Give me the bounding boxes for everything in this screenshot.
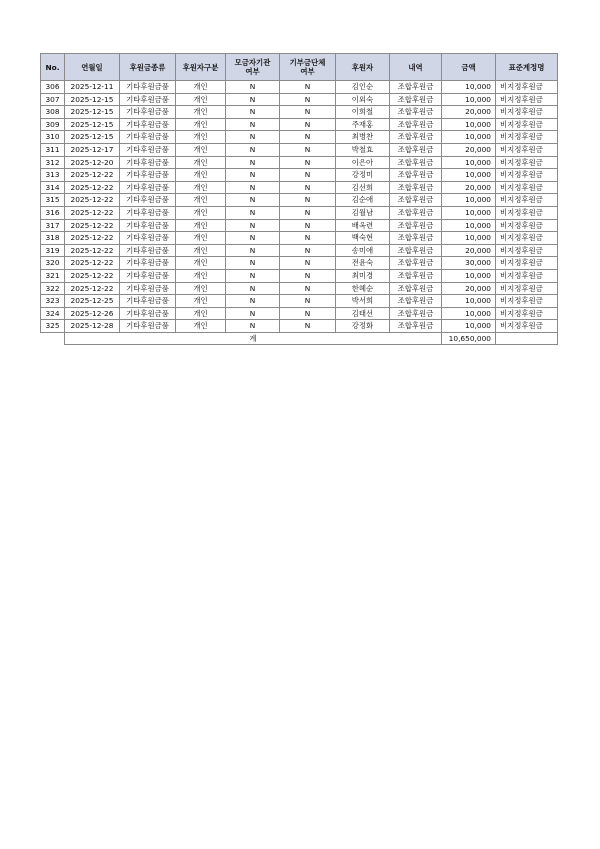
cell-fundraiser-flag: N [226, 194, 280, 207]
cell-date: 2025-12-15 [65, 131, 120, 144]
cell-detail: 조합후원금 [390, 131, 442, 144]
cell-org-flag: N [280, 295, 336, 308]
cell-detail: 조합후원금 [390, 93, 442, 106]
cell-date: 2025-12-26 [65, 307, 120, 320]
cell-amount: 10,000 [442, 232, 496, 245]
cell-detail: 조합후원금 [390, 320, 442, 333]
table-row [41, 282, 558, 295]
cell-donor-class: 개인 [176, 194, 226, 207]
cell-amount: 10,000 [442, 156, 496, 169]
cell-donor: 김순애 [336, 194, 390, 207]
cell-donor-class: 개인 [176, 282, 226, 295]
table-row [41, 269, 558, 282]
cell-account: 비지정후원금 [496, 131, 558, 144]
header-col-account: 표준계정명 [496, 54, 558, 81]
cell-date: 2025-12-22 [65, 232, 120, 245]
cell-amount: 20,000 [442, 282, 496, 295]
cell-no: 310 [41, 131, 65, 144]
cell-donor: 김태선 [336, 307, 390, 320]
cell-type: 기타후원금품 [120, 244, 176, 257]
cell-fundraiser-flag: N [226, 181, 280, 194]
cell-detail: 조합후원금 [390, 156, 442, 169]
table-row [41, 143, 558, 156]
cell-amount: 10,000 [442, 169, 496, 182]
cell-date: 2025-12-15 [65, 93, 120, 106]
cell-amount: 10,000 [442, 269, 496, 282]
cell-date: 2025-12-22 [65, 244, 120, 257]
cell-account: 비지정후원금 [496, 257, 558, 270]
cell-donor: 송미애 [336, 244, 390, 257]
cell-account: 비지정후원금 [496, 244, 558, 257]
donation-ledger [40, 53, 557, 345]
cell-donor-class: 개인 [176, 295, 226, 308]
cell-date: 2025-12-17 [65, 143, 120, 156]
cell-date: 2025-12-22 [65, 257, 120, 270]
cell-org-flag: N [280, 320, 336, 333]
cell-donor-class: 개인 [176, 257, 226, 270]
cell-fundraiser-flag: N [226, 118, 280, 131]
cell-type: 기타후원금품 [120, 257, 176, 270]
table-row [41, 181, 558, 194]
table-row [41, 118, 558, 131]
cell-no: 324 [41, 307, 65, 320]
cell-no: 312 [41, 156, 65, 169]
table-row [41, 219, 558, 232]
cell-fundraiser-flag: N [226, 169, 280, 182]
cell-org-flag: N [280, 232, 336, 245]
cell-no: 320 [41, 257, 65, 270]
cell-fundraiser-flag: N [226, 81, 280, 94]
cell-donor-class: 개인 [176, 181, 226, 194]
cell-fundraiser-flag: N [226, 219, 280, 232]
cell-donor-class: 개인 [176, 143, 226, 156]
header-col-type: 후원금종류 [120, 54, 176, 81]
cell-org-flag: N [280, 131, 336, 144]
cell-account: 비지정후원금 [496, 219, 558, 232]
cell-donor-class: 개인 [176, 232, 226, 245]
cell-org-flag: N [280, 307, 336, 320]
cell-amount: 10,000 [442, 307, 496, 320]
cell-org-flag: N [280, 169, 336, 182]
cell-amount: 30,000 [442, 257, 496, 270]
cell-type: 기타후원금품 [120, 206, 176, 219]
cell-no: 317 [41, 219, 65, 232]
cell-donor-class: 개인 [176, 131, 226, 144]
cell-org-flag: N [280, 118, 336, 131]
cell-org-flag: N [280, 244, 336, 257]
cell-account: 비지정후원금 [496, 232, 558, 245]
cell-fundraiser-flag: N [226, 106, 280, 119]
cell-org-flag: N [280, 269, 336, 282]
cell-donor: 이희철 [336, 106, 390, 119]
cell-detail: 조합후원금 [390, 181, 442, 194]
cell-fundraiser-flag: N [226, 244, 280, 257]
cell-no: 319 [41, 244, 65, 257]
table-row [41, 232, 558, 245]
cell-donor: 최병찬 [336, 131, 390, 144]
cell-no: 313 [41, 169, 65, 182]
cell-type: 기타후원금품 [120, 81, 176, 94]
cell-detail: 조합후원금 [390, 282, 442, 295]
cell-type: 기타후원금품 [120, 295, 176, 308]
cell-donor: 김인순 [336, 81, 390, 94]
cell-date: 2025-12-22 [65, 169, 120, 182]
cell-amount: 10,000 [442, 118, 496, 131]
cell-donor-class: 개인 [176, 206, 226, 219]
cell-org-flag: N [280, 81, 336, 94]
cell-type: 기타후원금품 [120, 143, 176, 156]
cell-amount: 10,000 [442, 194, 496, 207]
cell-date: 2025-12-22 [65, 219, 120, 232]
cell-account: 비지정후원금 [496, 81, 558, 94]
cell-amount: 20,000 [442, 143, 496, 156]
cell-no: 323 [41, 295, 65, 308]
cell-amount: 10,000 [442, 131, 496, 144]
cell-donor: 백숙현 [336, 232, 390, 245]
cell-type: 기타후원금품 [120, 181, 176, 194]
cell-type: 기타후원금품 [120, 282, 176, 295]
table-row [41, 194, 558, 207]
cell-org-flag: N [280, 106, 336, 119]
table-header-row [41, 54, 558, 81]
table-row [41, 93, 558, 106]
cell-donor: 이외숙 [336, 93, 390, 106]
cell-donor-class: 개인 [176, 81, 226, 94]
header-col-detail: 내역 [390, 54, 442, 81]
cell-fundraiser-flag: N [226, 320, 280, 333]
table-body [41, 81, 558, 345]
cell-account: 비지정후원금 [496, 169, 558, 182]
cell-donor-class: 개인 [176, 169, 226, 182]
cell-no: 307 [41, 93, 65, 106]
cell-fundraiser-flag: N [226, 295, 280, 308]
cell-donor-class: 개인 [176, 219, 226, 232]
cell-account: 비지정후원금 [496, 206, 558, 219]
cell-org-flag: N [280, 143, 336, 156]
cell-date: 2025-12-28 [65, 320, 120, 333]
cell-donor: 강정미 [336, 169, 390, 182]
cell-account: 비지정후원금 [496, 181, 558, 194]
cell-donor: 강정화 [336, 320, 390, 333]
cell-date: 2025-12-25 [65, 295, 120, 308]
cell-date: 2025-12-22 [65, 181, 120, 194]
table-row [41, 307, 558, 320]
cell-fundraiser-flag: N [226, 131, 280, 144]
cell-donor: 김월남 [336, 206, 390, 219]
total-amount: 10,650,000 [442, 332, 496, 345]
cell-no: 306 [41, 81, 65, 94]
cell-no: 321 [41, 269, 65, 282]
table-row [41, 257, 558, 270]
cell-donor: 박서희 [336, 295, 390, 308]
cell-type: 기타후원금품 [120, 307, 176, 320]
cell-date: 2025-12-22 [65, 269, 120, 282]
cell-fundraiser-flag: N [226, 156, 280, 169]
cell-account: 비지정후원금 [496, 269, 558, 282]
header-col-fundraiser-flag: 모금자기관 여부 [226, 54, 280, 81]
cell-amount: 10,000 [442, 93, 496, 106]
cell-amount: 10,000 [442, 81, 496, 94]
header-col-amount: 금액 [442, 54, 496, 81]
cell-donor: 박철효 [336, 143, 390, 156]
cell-detail: 조합후원금 [390, 219, 442, 232]
table-row [41, 131, 558, 144]
cell-detail: 조합후원금 [390, 194, 442, 207]
cell-org-flag: N [280, 93, 336, 106]
cell-no: 318 [41, 232, 65, 245]
cell-date: 2025-12-15 [65, 118, 120, 131]
cell-org-flag: N [280, 282, 336, 295]
cell-type: 기타후원금품 [120, 232, 176, 245]
cell-fundraiser-flag: N [226, 232, 280, 245]
cell-type: 기타후원금품 [120, 93, 176, 106]
table-row [41, 206, 558, 219]
cell-donor: 배옥련 [336, 219, 390, 232]
cell-account: 비지정후원금 [496, 93, 558, 106]
cell-org-flag: N [280, 181, 336, 194]
cell-fundraiser-flag: N [226, 307, 280, 320]
cell-account: 비지정후원금 [496, 106, 558, 119]
cell-detail: 조합후원금 [390, 295, 442, 308]
header-col-donor-class: 후원자구분 [176, 54, 226, 81]
cell-date: 2025-12-22 [65, 282, 120, 295]
total-row [41, 332, 558, 345]
total-label: 계 [65, 332, 442, 345]
cell-no: 311 [41, 143, 65, 156]
cell-account: 비지정후원금 [496, 194, 558, 207]
cell-date: 2025-12-15 [65, 106, 120, 119]
cell-donor-class: 개인 [176, 269, 226, 282]
table-row [41, 169, 558, 182]
cell-account: 비지정후원금 [496, 282, 558, 295]
total-blank [41, 332, 65, 345]
cell-fundraiser-flag: N [226, 269, 280, 282]
cell-detail: 조합후원금 [390, 206, 442, 219]
header-col-date: 연월일 [65, 54, 120, 81]
cell-amount: 20,000 [442, 106, 496, 119]
cell-donor: 주재홍 [336, 118, 390, 131]
cell-amount: 20,000 [442, 244, 496, 257]
cell-type: 기타후원금품 [120, 269, 176, 282]
header-col-donor: 후원자 [336, 54, 390, 81]
cell-amount: 20,000 [442, 181, 496, 194]
cell-detail: 조합후원금 [390, 81, 442, 94]
table-row [41, 81, 558, 94]
cell-donor-class: 개인 [176, 156, 226, 169]
cell-type: 기타후원금품 [120, 194, 176, 207]
cell-donor-class: 개인 [176, 307, 226, 320]
cell-detail: 조합후원금 [390, 232, 442, 245]
cell-org-flag: N [280, 206, 336, 219]
cell-detail: 조합후원금 [390, 106, 442, 119]
cell-org-flag: N [280, 194, 336, 207]
cell-date: 2025-12-20 [65, 156, 120, 169]
table-row [41, 244, 558, 257]
header-col-no: No. [41, 54, 65, 81]
cell-donor-class: 개인 [176, 106, 226, 119]
cell-detail: 조합후원금 [390, 257, 442, 270]
cell-detail: 조합후원금 [390, 307, 442, 320]
cell-amount: 10,000 [442, 219, 496, 232]
cell-no: 322 [41, 282, 65, 295]
cell-org-flag: N [280, 156, 336, 169]
cell-type: 기타후원금품 [120, 320, 176, 333]
cell-fundraiser-flag: N [226, 282, 280, 295]
cell-date: 2025-12-22 [65, 206, 120, 219]
cell-detail: 조합후원금 [390, 169, 442, 182]
cell-org-flag: N [280, 219, 336, 232]
cell-no: 316 [41, 206, 65, 219]
cell-fundraiser-flag: N [226, 143, 280, 156]
cell-donor: 이은아 [336, 156, 390, 169]
cell-amount: 10,000 [442, 295, 496, 308]
donation-table [40, 53, 558, 345]
cell-donor-class: 개인 [176, 93, 226, 106]
cell-type: 기타후원금품 [120, 156, 176, 169]
cell-no: 314 [41, 181, 65, 194]
cell-fundraiser-flag: N [226, 257, 280, 270]
total-account-blank [496, 332, 558, 345]
cell-type: 기타후원금품 [120, 169, 176, 182]
table-row [41, 106, 558, 119]
cell-no: 325 [41, 320, 65, 333]
table-row [41, 320, 558, 333]
cell-fundraiser-flag: N [226, 206, 280, 219]
cell-detail: 조합후원금 [390, 269, 442, 282]
table-row [41, 295, 558, 308]
cell-donor: 김선희 [336, 181, 390, 194]
cell-account: 비지정후원금 [496, 320, 558, 333]
cell-donor-class: 개인 [176, 118, 226, 131]
cell-donor: 전윤숙 [336, 257, 390, 270]
cell-account: 비지정후원금 [496, 118, 558, 131]
table-row [41, 156, 558, 169]
cell-date: 2025-12-11 [65, 81, 120, 94]
cell-donor-class: 개인 [176, 244, 226, 257]
cell-amount: 10,000 [442, 320, 496, 333]
cell-donor: 최미경 [336, 269, 390, 282]
cell-detail: 조합후원금 [390, 244, 442, 257]
cell-no: 308 [41, 106, 65, 119]
cell-type: 기타후원금품 [120, 131, 176, 144]
cell-account: 비지정후원금 [496, 295, 558, 308]
cell-org-flag: N [280, 257, 336, 270]
cell-no: 309 [41, 118, 65, 131]
cell-donor-class: 개인 [176, 320, 226, 333]
cell-detail: 조합후원금 [390, 143, 442, 156]
header-col-org-flag: 기부금단체 여부 [280, 54, 336, 81]
cell-detail: 조합후원금 [390, 118, 442, 131]
cell-type: 기타후원금품 [120, 106, 176, 119]
cell-donor: 한혜순 [336, 282, 390, 295]
cell-type: 기타후원금품 [120, 118, 176, 131]
cell-no: 315 [41, 194, 65, 207]
cell-amount: 10,000 [442, 206, 496, 219]
cell-account: 비지정후원금 [496, 156, 558, 169]
cell-date: 2025-12-22 [65, 194, 120, 207]
cell-fundraiser-flag: N [226, 93, 280, 106]
cell-type: 기타후원금품 [120, 219, 176, 232]
cell-account: 비지정후원금 [496, 307, 558, 320]
cell-account: 비지정후원금 [496, 143, 558, 156]
